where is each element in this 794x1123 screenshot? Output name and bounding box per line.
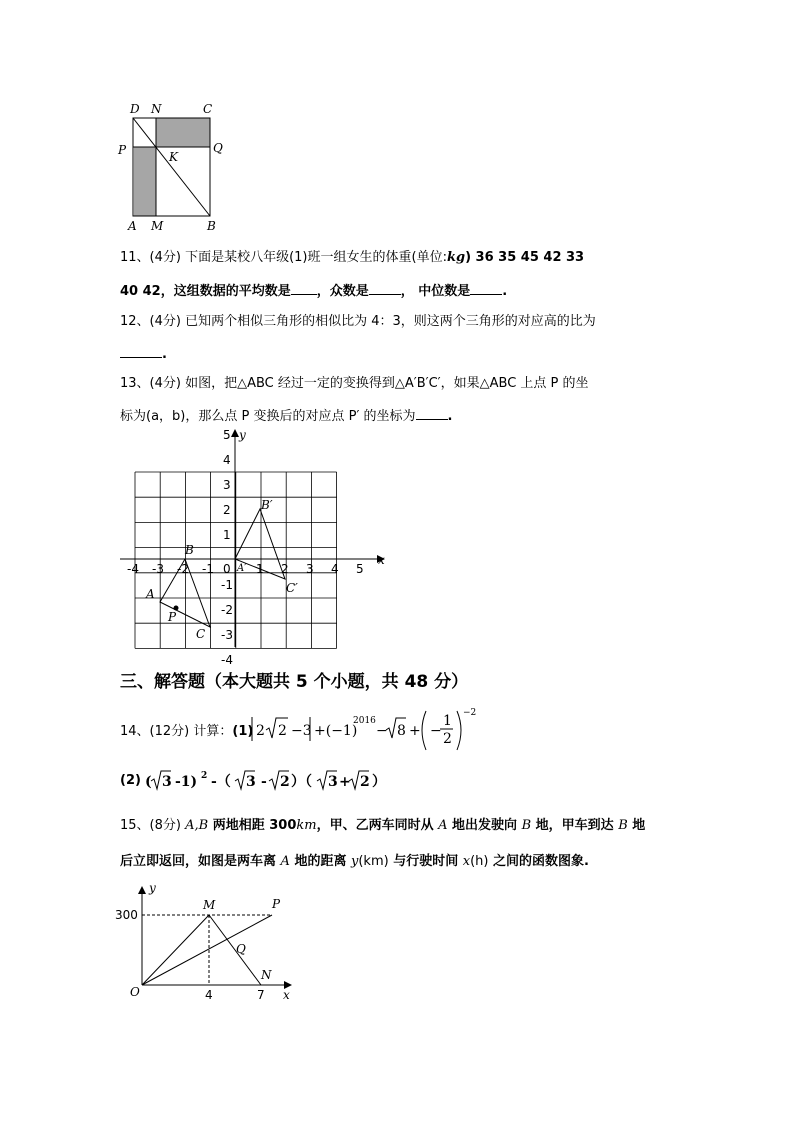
svg-text:-1): -1) — [175, 774, 198, 790]
svg-text:+: + — [339, 774, 351, 790]
q15-l2-mid2: 与行驶时间 — [388, 854, 463, 869]
svg-text:-（: -（ — [211, 774, 231, 790]
label-x: x — [283, 988, 290, 1002]
coordinate-grid-figure — [115, 425, 395, 667]
svg-text:2: 2 — [280, 774, 290, 790]
q11-line2-pre: 40 42，这组数据的平均数是 — [120, 284, 291, 299]
svg-text:−: − — [430, 723, 442, 739]
svg-text:+: + — [409, 723, 421, 739]
label-M: M — [203, 898, 216, 912]
label-A-prime: A′ — [237, 563, 247, 574]
svg-text:-: - — [261, 774, 267, 790]
question-14-part2 — [120, 771, 141, 791]
svg-text:2: 2 — [360, 774, 370, 790]
q15-l2-unit: (km) — [358, 854, 389, 869]
question-11-line2 — [120, 280, 507, 302]
q11-line1-post: ) 36 35 45 42 33 — [465, 250, 585, 265]
svg-text:2: 2 — [278, 723, 287, 739]
svg-text:3: 3 — [162, 774, 172, 790]
answer-blank-median[interactable] — [470, 280, 502, 295]
svg-text:−: − — [376, 723, 388, 739]
svg-text:−2: −2 — [463, 708, 477, 718]
square-figure — [115, 100, 225, 235]
q15-b2: B — [618, 818, 628, 833]
label-P: P — [272, 897, 281, 911]
question-15 — [120, 816, 645, 836]
question-12 — [120, 312, 596, 332]
y-tick-label: -4 — [221, 653, 233, 667]
q15-l2-end: 之间的函数图象. — [488, 854, 589, 869]
y-tick-300: 300 — [115, 908, 138, 922]
svg-text:+(−1): +(−1) — [314, 723, 358, 739]
q15-unit: km — [296, 818, 317, 833]
x-tick-label: 0 — [223, 562, 231, 576]
x-tick-7: 7 — [257, 988, 265, 1002]
label-P: P — [168, 610, 177, 624]
svg-text:2: 2 — [256, 723, 265, 739]
q15-l2-pre: 后立即返回，如图是两车离 — [120, 854, 281, 869]
y-tick-label: -2 — [221, 603, 233, 617]
q11-unit: kg — [446, 250, 466, 265]
y-axis-arrow — [231, 429, 239, 437]
svg-text:）: ） — [372, 774, 386, 790]
answer-blank-coord[interactable] — [416, 405, 448, 420]
q13-line2-end: . — [447, 409, 453, 424]
question-12-line2 — [120, 343, 167, 365]
x-tick-label: 5 — [356, 562, 364, 576]
label-K: K — [169, 150, 178, 164]
expression-1 — [250, 706, 500, 758]
question-14 — [120, 722, 253, 742]
expression-2 — [143, 767, 403, 795]
q12-line2-end: . — [162, 347, 167, 362]
label-Q: Q — [236, 942, 246, 956]
q14-prefix: 14、(12分) 计算： — [120, 724, 233, 739]
y-tick-label: 2 — [223, 503, 231, 517]
svg-text:2: 2 — [443, 731, 452, 747]
q15-a2: A — [280, 854, 290, 869]
grid — [135, 472, 337, 648]
q14-part1-label: (1) — [232, 724, 254, 739]
svg-text:1: 1 — [443, 713, 452, 729]
q15-dist: 300 — [269, 818, 297, 833]
distance-time-graph — [112, 880, 302, 1006]
x-tick-label: 1 — [256, 562, 264, 576]
svg-text:(: ( — [145, 774, 152, 790]
line-OM — [142, 915, 209, 985]
q14-part2-label: (2) — [120, 773, 141, 788]
x-tick-label: -3 — [152, 562, 164, 576]
q15-a: A — [438, 818, 448, 833]
answer-blank-ratio[interactable] — [120, 343, 162, 358]
q12-line1: 12、(4分) 已知两个相似三角形的相似比为 4：3，则这两个三角形的对应高的比为 — [120, 314, 596, 329]
y-axis-label: y — [239, 428, 246, 442]
label-B: B — [185, 543, 194, 557]
q15-b: B — [521, 818, 532, 833]
label-O: O — [130, 985, 140, 999]
label-N: N — [151, 102, 162, 116]
x-tick-4: 4 — [205, 988, 213, 1002]
q15-post3: 地，甲车到达 — [531, 818, 619, 833]
svg-text:3: 3 — [328, 774, 338, 790]
y-tick-label: -3 — [221, 628, 233, 642]
label-y: y — [149, 881, 156, 895]
y-tick-label: 5 — [223, 428, 231, 442]
q15-mid: 两地相距 — [208, 818, 270, 833]
y-tick-label: -1 — [221, 578, 233, 592]
svg-text:）（: ）（ — [291, 774, 312, 790]
graph-y-arrow — [138, 886, 146, 894]
q15-l2-unit2: (h) — [470, 854, 489, 869]
label-B-prime: B′ — [261, 498, 273, 512]
svg-text:2016: 2016 — [353, 716, 376, 726]
x-axis-label: x — [378, 553, 385, 567]
q15-y: y — [350, 854, 359, 869]
q11-line1-pre: 11、(4分) 下面是某校八年级(1)班一组女生的体重(单位: — [120, 250, 447, 265]
label-M: M — [151, 219, 164, 233]
label-A: A — [128, 219, 137, 233]
section-3-title: 三、解答题（本大题共 5 个小题，共 48 分） — [120, 672, 469, 692]
label-D: D — [130, 102, 140, 116]
x-tick-label: -4 — [127, 562, 139, 576]
q13-line2-pre: 标为(a，b)，那么点 P 变换后的对应点 P′ 的坐标为 — [120, 409, 416, 424]
label-B: B — [207, 219, 216, 233]
y-tick-label: 4 — [223, 453, 231, 467]
svg-text:2: 2 — [201, 771, 208, 781]
label-C: C — [196, 627, 206, 641]
x-tick-label: -1 — [202, 562, 214, 576]
line-OP — [142, 915, 272, 985]
label-A: A — [146, 587, 155, 601]
q15-post1: ，甲、乙两车同时从 — [316, 818, 439, 833]
answer-blank-mode[interactable] — [369, 280, 401, 295]
svg-text:−3: −3 — [291, 723, 312, 739]
x-tick-label: 2 — [281, 562, 289, 576]
q15-post2: 地出发驶向 — [447, 818, 522, 833]
question-11 — [120, 248, 584, 268]
x-tick-label: 4 — [331, 562, 339, 576]
question-13-line2 — [120, 405, 452, 427]
question-13 — [120, 374, 589, 394]
q15-post4: 地 — [627, 818, 646, 833]
svg-text:3: 3 — [246, 774, 256, 790]
q13-line1: 13、(4分) 如图，把△ABC 经过一定的变换得到△A′B′C′，如果△ABC 上点 P 的坐 — [120, 376, 589, 391]
x-tick-label: -2 — [177, 562, 189, 576]
q15-prefix: 15、(8分) — [120, 818, 186, 833]
label-N: N — [261, 968, 272, 982]
label-P: P — [118, 143, 127, 157]
answer-blank-mean[interactable] — [291, 280, 317, 295]
y-tick-label: 3 — [223, 478, 231, 492]
svg-text:8: 8 — [397, 723, 406, 739]
y-tick-label: 1 — [223, 528, 231, 542]
q15-l2-mid1: 地的距离 — [289, 854, 351, 869]
q11-line2-mid1: ，众数是 — [316, 284, 369, 299]
q15-x: x — [462, 854, 471, 869]
x-tick-label: 3 — [306, 562, 314, 576]
label-C-prime: C′ — [286, 581, 298, 595]
q11-line2-mid2: ， 中位数是 — [400, 284, 471, 299]
shaded-rect-top — [156, 118, 210, 147]
q15-ab: A,B — [185, 818, 209, 833]
label-Q: Q — [213, 141, 223, 155]
label-C: C — [203, 102, 213, 116]
q11-line2-end: . — [502, 284, 508, 299]
shaded-rect-left — [134, 147, 156, 216]
question-15-line2 — [120, 852, 589, 872]
